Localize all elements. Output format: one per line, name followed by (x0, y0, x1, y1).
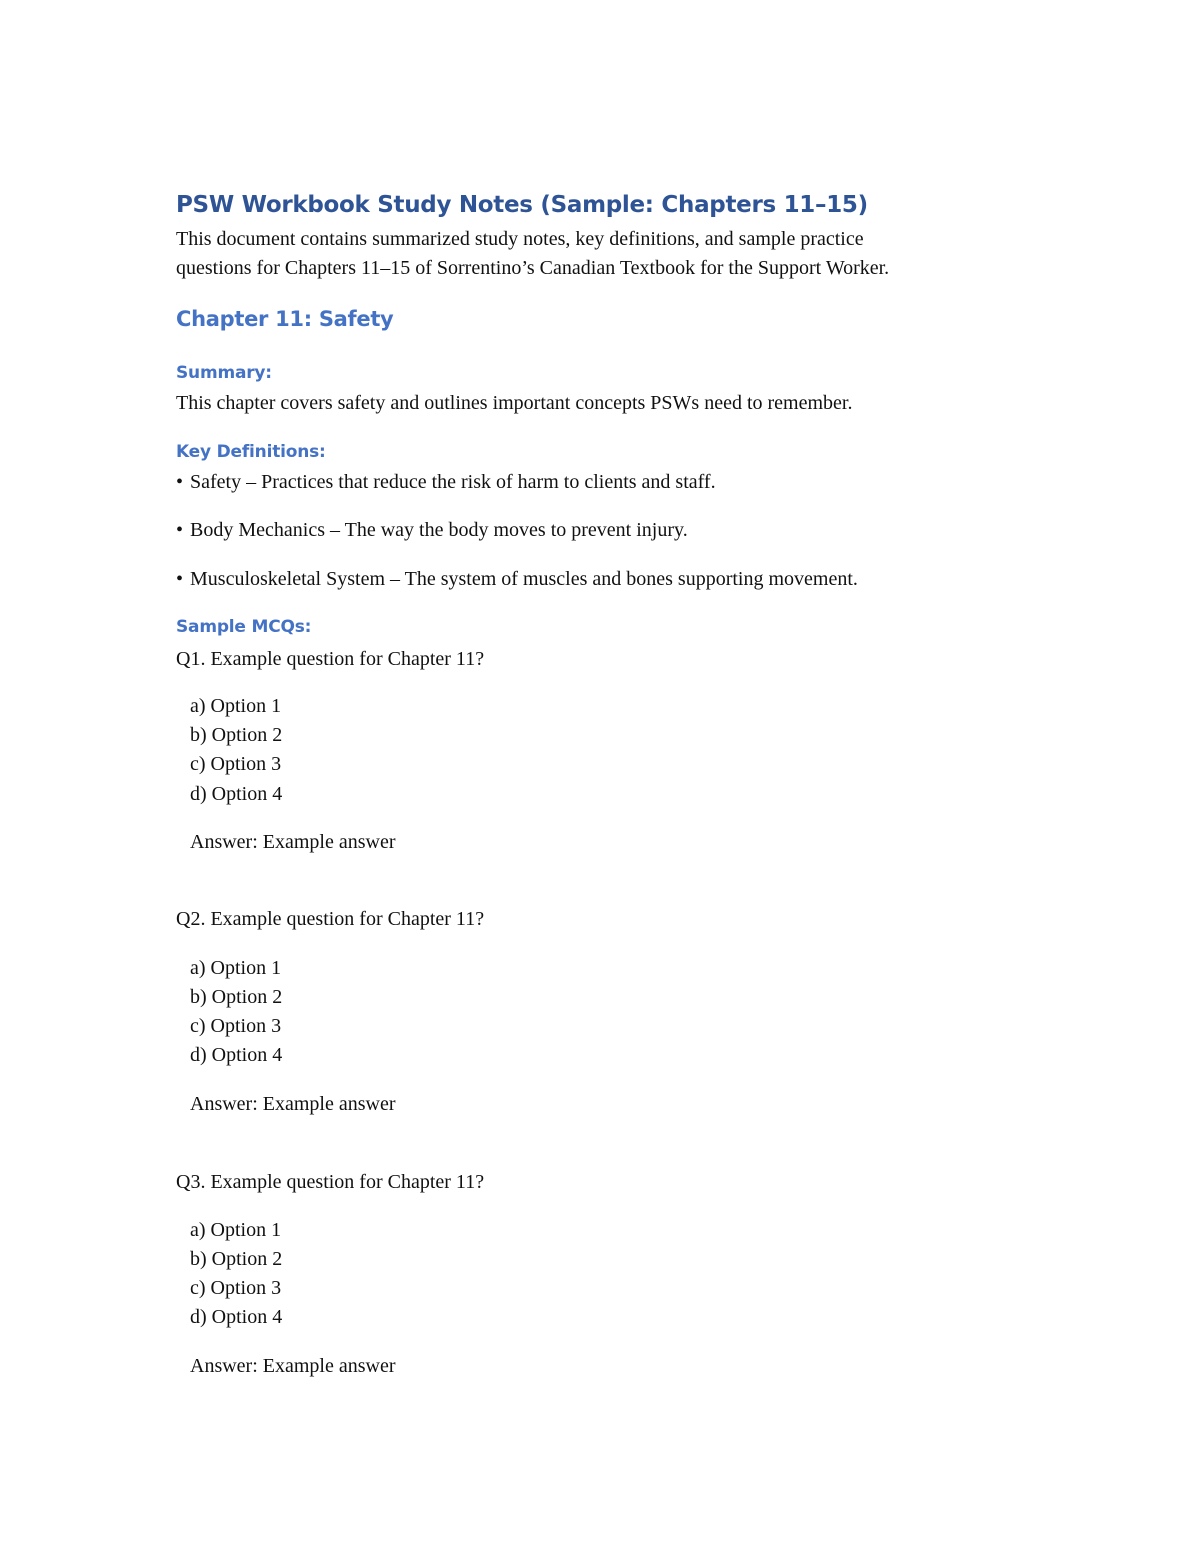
bullet-icon: • (176, 568, 184, 590)
intro-text-line-1: This document contains summarized study notes, key definitions, and sample practice (176, 228, 864, 250)
definition-text: Body Mechanics – The way the body moves to prevent injury. (190, 519, 688, 541)
answer-option: a) Option 1 (190, 695, 282, 717)
definitions-heading: Key Definitions: (176, 442, 326, 462)
definition-item (176, 568, 858, 591)
chapter-heading: Chapter 11: Safety (176, 307, 394, 331)
summary-text: This chapter covers safety and outlines important concepts PSWs need to remember. (176, 392, 853, 414)
answer-option: b) Option 2 (190, 1248, 283, 1270)
bullet-icon: • (176, 519, 184, 541)
question-text: Q2. Example question for Chapter 11? (176, 908, 485, 930)
question-text: Q1. Example question for Chapter 11? (176, 648, 485, 670)
answer-text: Answer: Example answer (190, 1093, 396, 1115)
answer-option: a) Option 1 (190, 1219, 282, 1241)
answer-option: c) Option 3 (190, 1277, 282, 1299)
mcq-heading: Sample MCQs: (176, 617, 312, 637)
answer-option: c) Option 3 (190, 1015, 282, 1037)
definition-text: Safety – Practices that reduce the risk of harm to clients and staff. (190, 471, 716, 493)
answer-option: a) Option 1 (190, 957, 282, 979)
answer-option: d) Option 4 (190, 1306, 283, 1328)
answer-option: d) Option 4 (190, 783, 283, 805)
definition-item (176, 471, 716, 494)
answer-text: Answer: Example answer (190, 1355, 396, 1377)
answer-option: d) Option 4 (190, 1044, 283, 1066)
intro-text-line-2: questions for Chapters 11–15 of Sorrentino’s Canadian Textbook for the Support Worker. (176, 257, 890, 279)
answer-option: b) Option 2 (190, 724, 283, 746)
answer-text: Answer: Example answer (190, 831, 396, 853)
document-title: PSW Workbook Study Notes (Sample: Chapters 11–15) (176, 192, 868, 218)
summary-heading: Summary: (176, 363, 272, 383)
answer-option: b) Option 2 (190, 986, 283, 1008)
definition-item (176, 519, 688, 542)
answer-option: c) Option 3 (190, 753, 282, 775)
bullet-icon: • (176, 471, 184, 493)
question-text: Q3. Example question for Chapter 11? (176, 1171, 485, 1193)
definition-text: Musculoskeletal System – The system of muscles and bones supporting movement. (190, 568, 858, 590)
